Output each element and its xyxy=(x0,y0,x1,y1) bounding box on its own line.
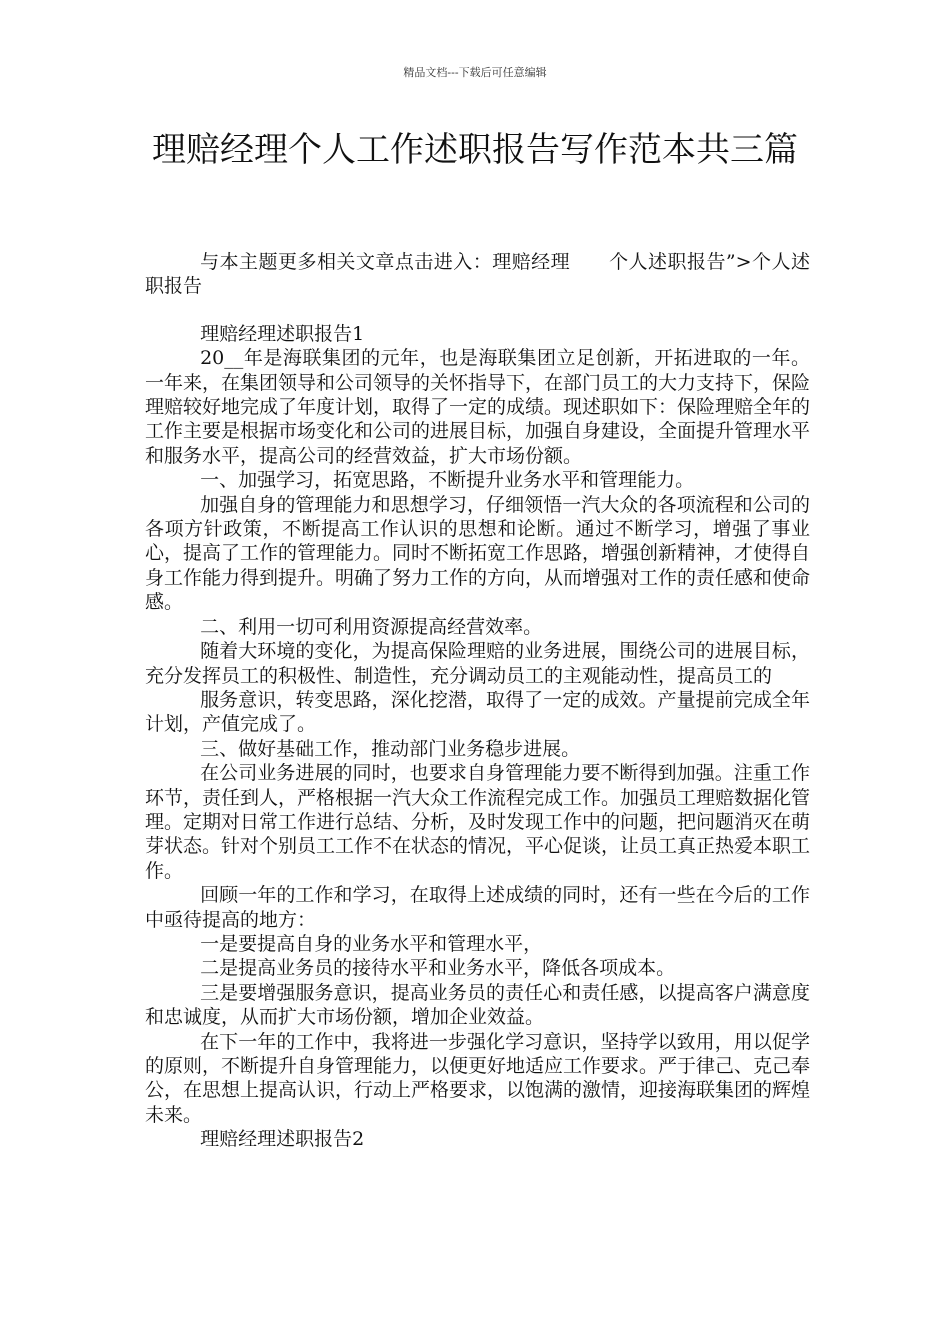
section-heading-1: 一、加强学习，拓宽思路，不断提升业务水平和管理能力。 xyxy=(200,469,695,492)
section-heading-report-2: 理赔经理述职报告2 xyxy=(200,1128,365,1151)
paragraph-intro: 20__年是海联集团的元年，也是海联集团立足创新，开拓进取的一年。一年来，在集团领导和公司领导的关怀指导下，在部门员工的大力支持下，保险理赔较好地完成了年度计划，取得了一定的成绩。现述职如下：保险理赔全年的工作主要是根据市场变化和公司的进展目标，加强自身建设，全面提升管理水平和服务水平，提高公司的经营效益，扩大市场份额。 xyxy=(145,347,811,467)
section-heading-report-1: 理赔经理述职报告1 xyxy=(200,322,365,345)
list-item-3: 三是要增强服务意识，提高业务员的责任心和责任感，以提高客户满意度和忠诚度，从而扩大市场份额，增加企业效益。 xyxy=(145,981,810,1029)
section-heading-3: 三、做好基础工作，推动部门业务稳步进展。 xyxy=(200,737,581,760)
paragraph-review: 回顾一年的工作和学习，在取得上述成绩的同时，还有一些在今后的工作中亟待提高的地方： xyxy=(145,884,810,931)
document-title: 理赔经理个人工作述职报告写作范本共三篇 xyxy=(152,130,798,170)
paragraph-next-year: 在下一年的工作中，我将进一步强化学习意识，坚持学以致用，用以促学的原则，不断提升自身管理能力，以便更好地适应工作要求。严于律己、克己奉公，在思想上提高认识，行动上严格要求，以饱满的激情，迎接海联集团的辉煌未来。 xyxy=(145,1030,811,1126)
list-item-2: 二是提高业务员的接待水平和业务水平，降低各项成本。 xyxy=(200,957,676,980)
list-item-1: 一是要提高自身的业务水平和管理水平， xyxy=(200,932,543,955)
paragraph-study: 加强自身的管理能力和思想学习，仔细领悟一汽大众的各项流程和公司的各项方针政策，不断提高工作认识的思想和论断。通过不断学习，增强了事业心，提高了工作的管理能力。同时不断拓宽工作思路，增强创新精神，才使得自身工作能力得到提升。明确了努力工作的方向，从而增强对工作的责任感和使命感。 xyxy=(145,493,811,614)
paragraph-service: 服务意识，转变思路，深化挖潜，取得了一定的成效。产量提前完成全年计划，产值完成了。 xyxy=(145,688,810,736)
header-note: 精品文档---下载后可任意编辑 xyxy=(403,66,547,79)
document-body xyxy=(145,250,810,1152)
paragraph-basics: 在公司业务进展的同时，也要求自身管理能力要不断得到加强。注重工作环节，责任到人，严格根据一汽大众工作流程完成工作。加强员工理赔数据化管理。定期对日常工作进行总结、分析，及时发现工作中的问题，把问题消灭在萌芽状态。针对个别员工工作不在状态的情况，平心促谈，让员工真正热爱本职工作。 xyxy=(145,762,811,882)
paragraph-environment: 随着大环境的变化，为提高保险理赔的业务进展，围绕公司的进展目标，充分发挥员工的积极性、制造性，充分调动员工的主观能动性，提高员工的 xyxy=(145,640,810,687)
related-articles-line: 与本主题更多相关文章点击进入：理赔经理 个人述职报告”>个人述职报告 xyxy=(145,251,810,298)
section-heading-2: 二、利用一切可利用资源提高经营效率。 xyxy=(200,615,543,638)
